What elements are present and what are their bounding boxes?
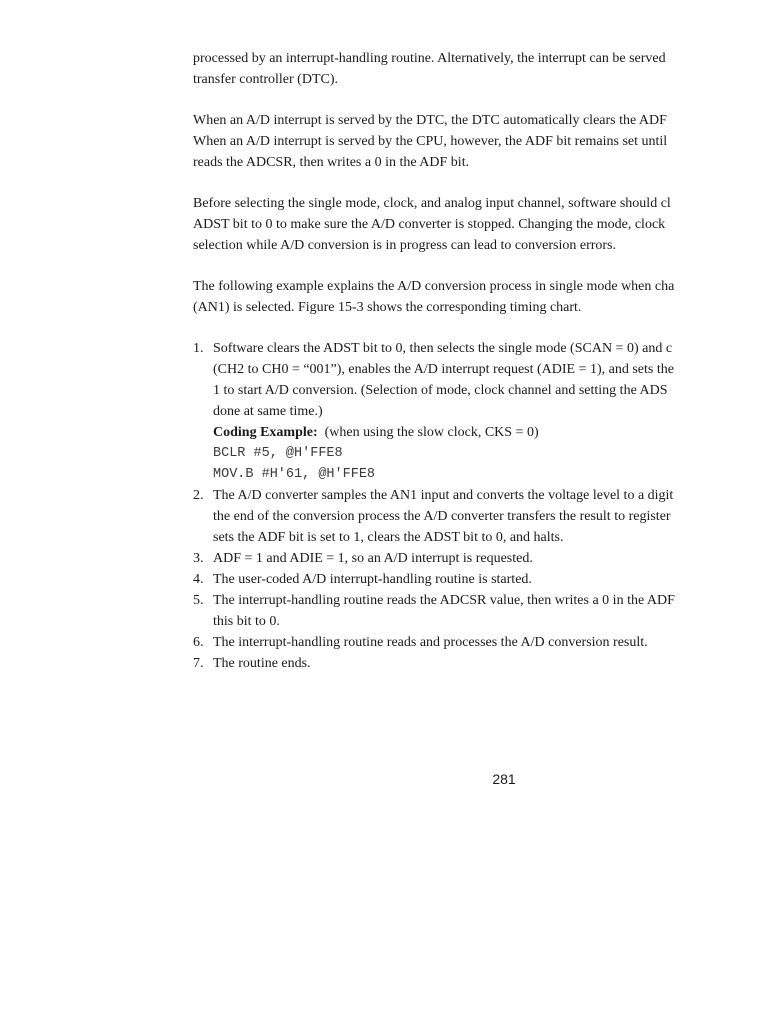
paragraph-interrupt-handling: [193, 48, 768, 90]
text-line: the end of the conversion process the A/D converter transfers the result to register: [213, 509, 671, 524]
list-item: [193, 653, 768, 674]
text-line: When an A/D interrupt is served by the DTC, the DTC automatically clears the ADF: [193, 113, 667, 128]
coding-example-note: (when using the slow clock, CKS = 0): [317, 425, 539, 440]
step-number: 5.: [193, 593, 204, 608]
paragraph-before-selecting: [193, 193, 768, 256]
step-number: 7.: [193, 656, 204, 671]
list-item: [193, 569, 768, 590]
text-line: Software clears the ADST bit to 0, then selects the single mode (SCAN = 0) and c: [213, 341, 673, 356]
text-line: The interrupt-handling routine reads and processes the A/D conversion result.: [213, 635, 648, 650]
step-number: 6.: [193, 635, 204, 650]
paragraph-example-intro: [193, 276, 768, 318]
text-line: processed by an interrupt-handling routine. Alternatively, the interrupt can be served: [193, 51, 666, 66]
step-number: 1.: [193, 341, 204, 356]
step-number: 3.: [193, 551, 204, 566]
step-number: 4.: [193, 572, 204, 587]
text-line: ADST bit to 0 to make sure the A/D converter is stopped. Changing the mode, clock: [193, 217, 666, 232]
text-line: done at same time.): [213, 404, 323, 419]
list-item: [193, 485, 768, 548]
text-line: The A/D converter samples the AN1 input and converts the voltage level to a digit: [213, 488, 674, 503]
text-line: (AN1) is selected. Figure 15-3 shows the corresponding timing chart.: [193, 300, 582, 315]
coding-example-label: Coding Example:: [213, 425, 318, 440]
paragraph-dtc-cpu: [193, 110, 768, 173]
text-line: Before selecting the single mode, clock, and analog input channel, software should cl: [193, 196, 671, 211]
text-line: sets the ADF bit is set to 1, clears the ADST bit to 0, and halts.: [213, 530, 564, 545]
list-item: [193, 338, 768, 485]
text-line: The routine ends.: [213, 656, 311, 671]
text-line: When an A/D interrupt is served by the CPU, however, the ADF bit remains set until: [193, 134, 668, 149]
body-text: [193, 48, 768, 674]
text-line: The user-coded A/D interrupt-handling routine is started.: [213, 572, 532, 587]
code-line: MOV.B #H'61, @H'FFE8: [213, 467, 376, 482]
text-line: 1 to start A/D conversion. (Selection of mode, clock channel and setting the ADS: [213, 383, 668, 398]
list-item: [193, 632, 768, 653]
list-item: [193, 590, 768, 632]
text-line: ADF = 1 and ADIE = 1, so an A/D interrupt is requested.: [213, 551, 533, 566]
coding-example-line: [213, 422, 768, 443]
text-line: selection while A/D conversion is in progress can lead to conversion errors.: [193, 238, 617, 253]
step-number: 2.: [193, 488, 204, 503]
list-item: [193, 548, 768, 569]
text-line: (CH2 to CH0 = “001”), enables the A/D interrupt request (ADIE = 1), and sets the: [213, 362, 674, 377]
text-line: this bit to 0.: [213, 614, 280, 629]
code-line: BCLR #5, @H'FFE8: [213, 446, 343, 461]
text-line: The interrupt-handling routine reads the ADCSR value, then writes a 0 in the ADF: [213, 593, 675, 608]
text-line: transfer controller (DTC).: [193, 72, 338, 87]
step-list: [193, 338, 768, 674]
page-number: 281: [492, 771, 516, 787]
text-line: The following example explains the A/D conversion process in single mode when cha: [193, 279, 675, 294]
text-line: reads the ADCSR, then writes a 0 in the ADF bit.: [193, 155, 470, 170]
